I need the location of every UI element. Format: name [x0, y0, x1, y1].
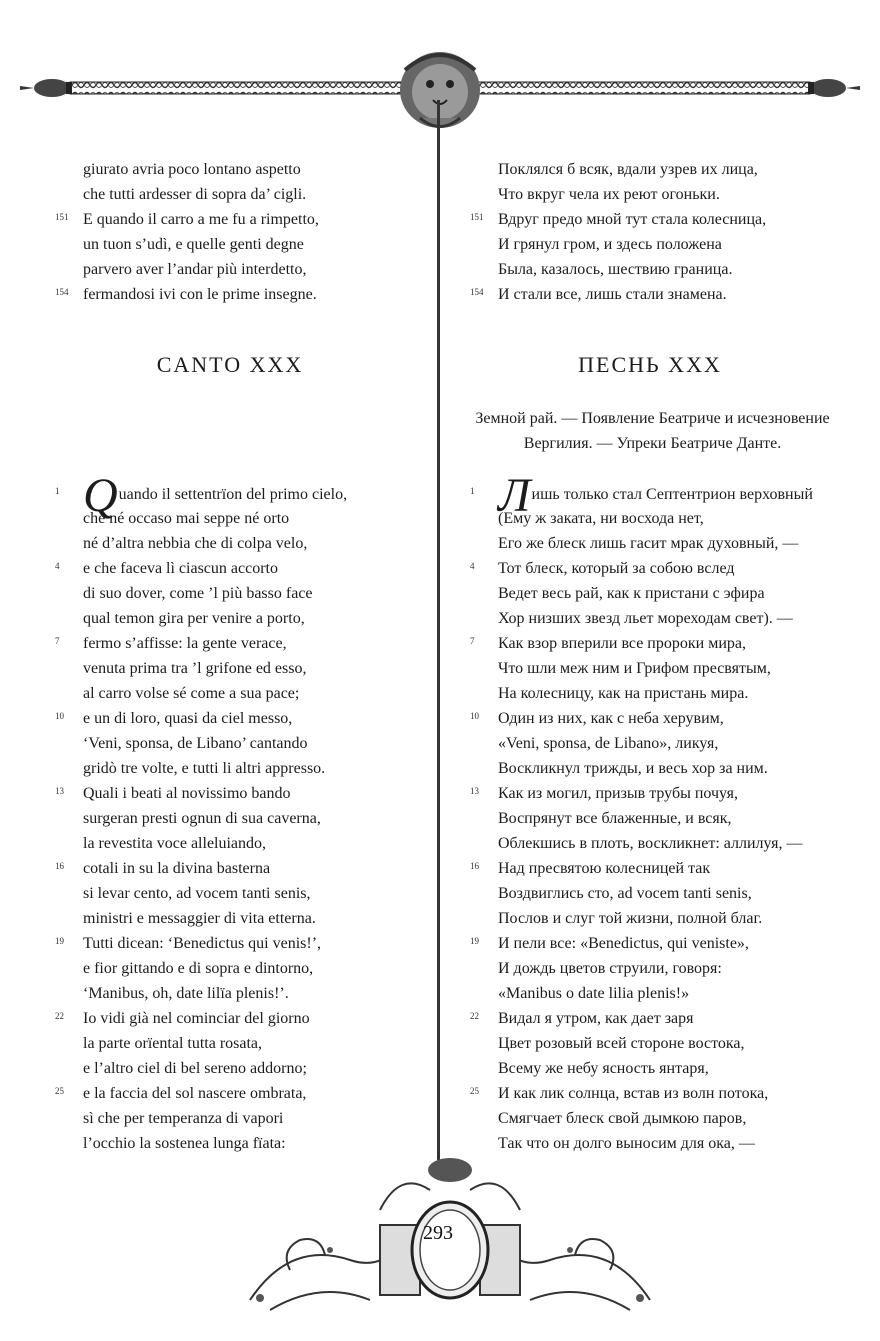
column-divider [437, 100, 440, 1160]
canto-argument: Земной рай. — Появление Беатриче и исчезновение Вергилия. — Упреки Беатриче Данте. [475, 410, 830, 452]
canto-title: CANTO XXX [156, 352, 304, 377]
drop-cap: Q [83, 469, 118, 522]
canto-title: ПЕСНЬ XXX [578, 352, 722, 377]
book-page: giurato avria poco lontano aspetto che tutti ardesser di sopra da’ cigli. 151 E quando il carro a me fu a rimpetto, un tuon s’udì, e quelle genti degne parvero aver l’andar più interdetto, 154 fermandosi ivi con le prime insegne. CANTO XXX 1 Quando il settentrïon del primo cielo, che né occaso mai seppe né orto né d’altra nebbia che di colpa velo, 4 e che faceva lì ciascun accorto di suo dover, come ’l più basso face qual temon gira per venire a porto, 7 fermo s’affisse: la gente verace, venuta prima tra ’l grifone ed esso, al carro volse sé come a sua pace; 10 e un di loro, quasi da ciel messo, ‘Veni, sponsa, de Libano’ cantando gridò tre volte, e tutti li altri appresso. 13 Quali i beati al novissimo bando surgeran presti ognun di sua caverna, la revestita voce alleluiando, 16 cotali in su la divina basterna si levar cento, ad vocem tanti senis, ministri e messaggier di vita etterna. 19 Tutti dicean: ‘Benedictus qui venis!’, e fior gittando e di sopra e dintorno, ‘Manibus, oh, date lilïa plenis!’. 22 Io vidi già nel cominciar del giorno la parte orïental tutta rosata, e l’altro ciel di bel sereno addorno; 25 e la faccia del sol nascere ombrata, sì che per temperanza di vapori l’occhio la sostenea lunga fïata: Поклялся б всяк, вдали узрев их лица, Что вкруг чела их реют огоньки. 151 Вдруг предо мной тут стала колесница, И грянул гром, и здесь положена Была, казалось, шествию граница. 154 И стали все, лишь стали знамена. ПЕСНЬ XXX Земной рай. — Появление Беатриче и исчезновение Вергилия. — Упреки Беатриче Данте. 1 Лишь только стал Септентрион верховный (Ему ж заката, ни восхода нет, Его же блеск лишь гасит мрак духовный, — 4 Тот блеск, который за собою вслед Ведет весь рай, как к пристани с эфира Хор низших звезд льет мореходам свет). — 7 Как взор вперили все пророки мира, Что шли меж ним и Грифом пресвятым, На колесницу, как на пристань мира. 10 Один из них, как с неба херувим, «Veni, sponsa, de Libano», ликуя, Воскликнул трижды, и весь хор за ним. 13 Как из могил, призыв трубы почуя, Воспрянут все блаженные, и всяк, Облекшись в плоть, воскликнет: аллилуя, — 16 Над пресвятою колесницей так Воздвиглись сто, ad vocem tanti senis, Послов и слуг той жизни, полной благ. 19 И пели все: «Benedictus, qui veniste», И дождь цветов струили, говоря: «Manibus o date lilia plenis!» 22 Видал я утром, как дает заря Цвет розовый всей стороне востока, Всему же небу ясность янтаря, 25 И как лик солнца, встав из волн потока, Смягчает блеск свой дымкою паров, Так что он долго выносим для ока, — 293 [0, 0, 880, 1341]
page-number: 293 [423, 1222, 453, 1244]
drop-cap: Л [498, 469, 531, 522]
lion-mask-icon [400, 52, 480, 128]
top-ornament [0, 0, 880, 160]
